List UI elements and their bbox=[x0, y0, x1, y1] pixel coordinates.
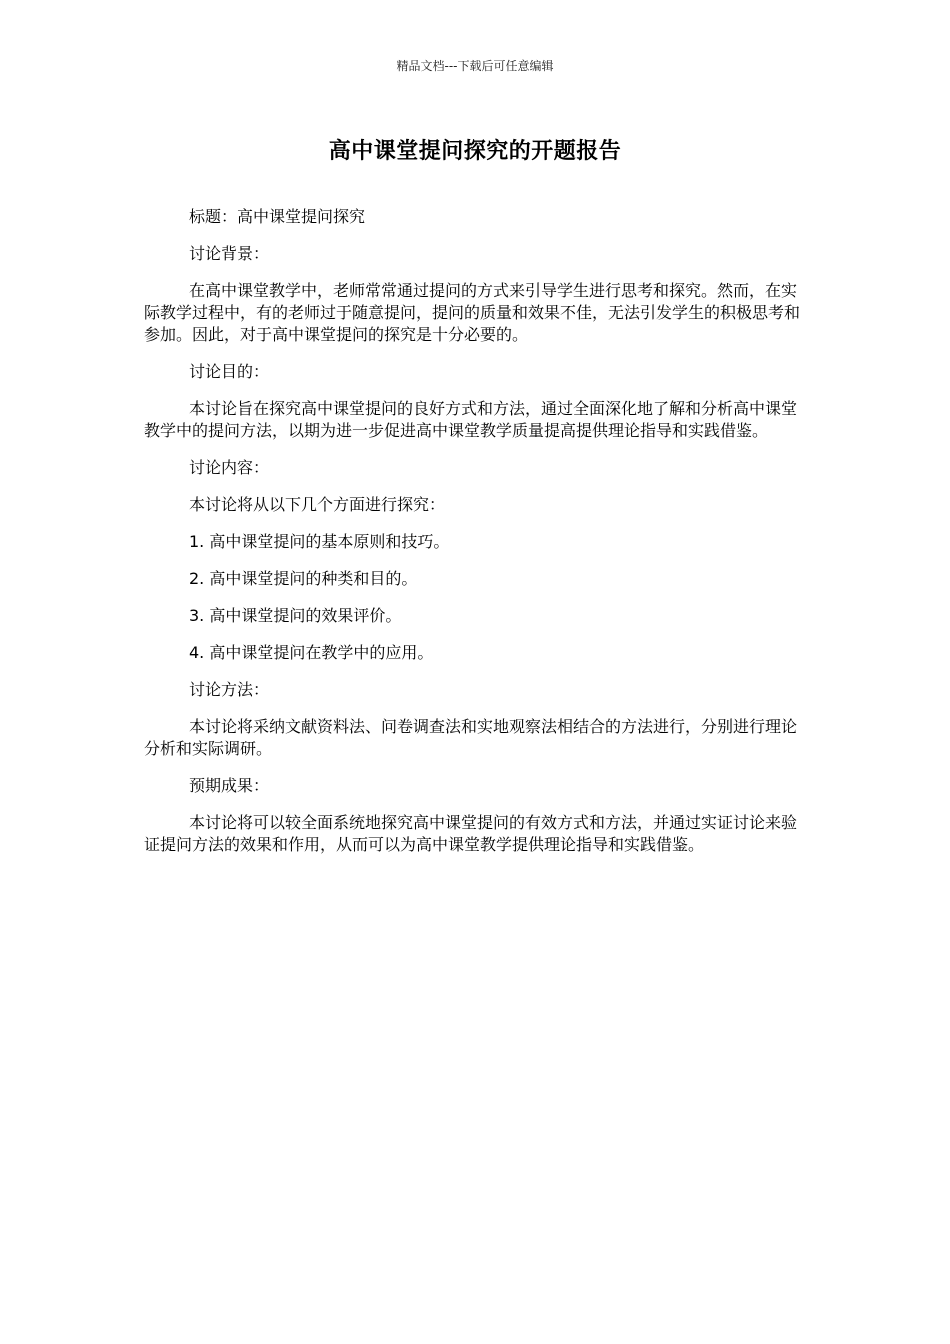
paragraph-expected-results: 本讨论将可以较全面系统地探究高中课堂提问的有效方式和方法，并通过实证讨论来验证提问方法的效果和作用，从而可以为高中课堂教学提供理论指导和实践借鉴。 bbox=[144, 813, 798, 854]
list-item: 1. 高中课堂提问的基本原则和技巧。 bbox=[189, 532, 450, 551]
paragraph-purpose: 本讨论旨在探究高中课堂提问的良好方式和方法，通过全面深化地了解和分析高中课堂教学中的提问方法，以期为进一步促进高中课堂教学质量提高提供理论指导和实践借鉴。 bbox=[144, 399, 798, 440]
heading-method: 讨论方法： bbox=[189, 680, 270, 699]
document-body bbox=[144, 206, 808, 871]
paragraph-title-line: 标题：高中课堂提问探究 bbox=[189, 207, 366, 226]
paragraph-method: 本讨论将采纳文献资料法、问卷调查法和实地观察法相结合的方法进行，分别进行理论分析和实际调研。 bbox=[144, 717, 798, 758]
document-title: 高中课堂提问探究的开题报告 bbox=[328, 139, 622, 164]
heading-purpose: 讨论目的： bbox=[189, 362, 270, 381]
heading-content: 讨论内容： bbox=[189, 458, 270, 477]
paragraph-background: 在高中课堂教学中，老师常常通过提问的方式来引导学生进行思考和探究。然而，在实际教学过程中，有的老师过于随意提问，提问的质量和效果不佳，无法引发学生的积极思考和参加。因此，对于高中课堂提问的探究是十分必要的。 bbox=[144, 281, 801, 344]
heading-background: 讨论背景： bbox=[189, 244, 270, 263]
list-item: 2. 高中课堂提问的种类和目的。 bbox=[189, 569, 418, 588]
header-note: 精品文档---下载后可任意编辑 bbox=[396, 59, 554, 73]
heading-expected-results: 预期成果： bbox=[189, 776, 270, 795]
list-item: 4. 高中课堂提问在教学中的应用。 bbox=[189, 643, 434, 662]
list-item: 3. 高中课堂提问的效果评价。 bbox=[189, 606, 402, 625]
paragraph-content-intro: 本讨论将从以下几个方面进行探究： bbox=[189, 495, 446, 514]
